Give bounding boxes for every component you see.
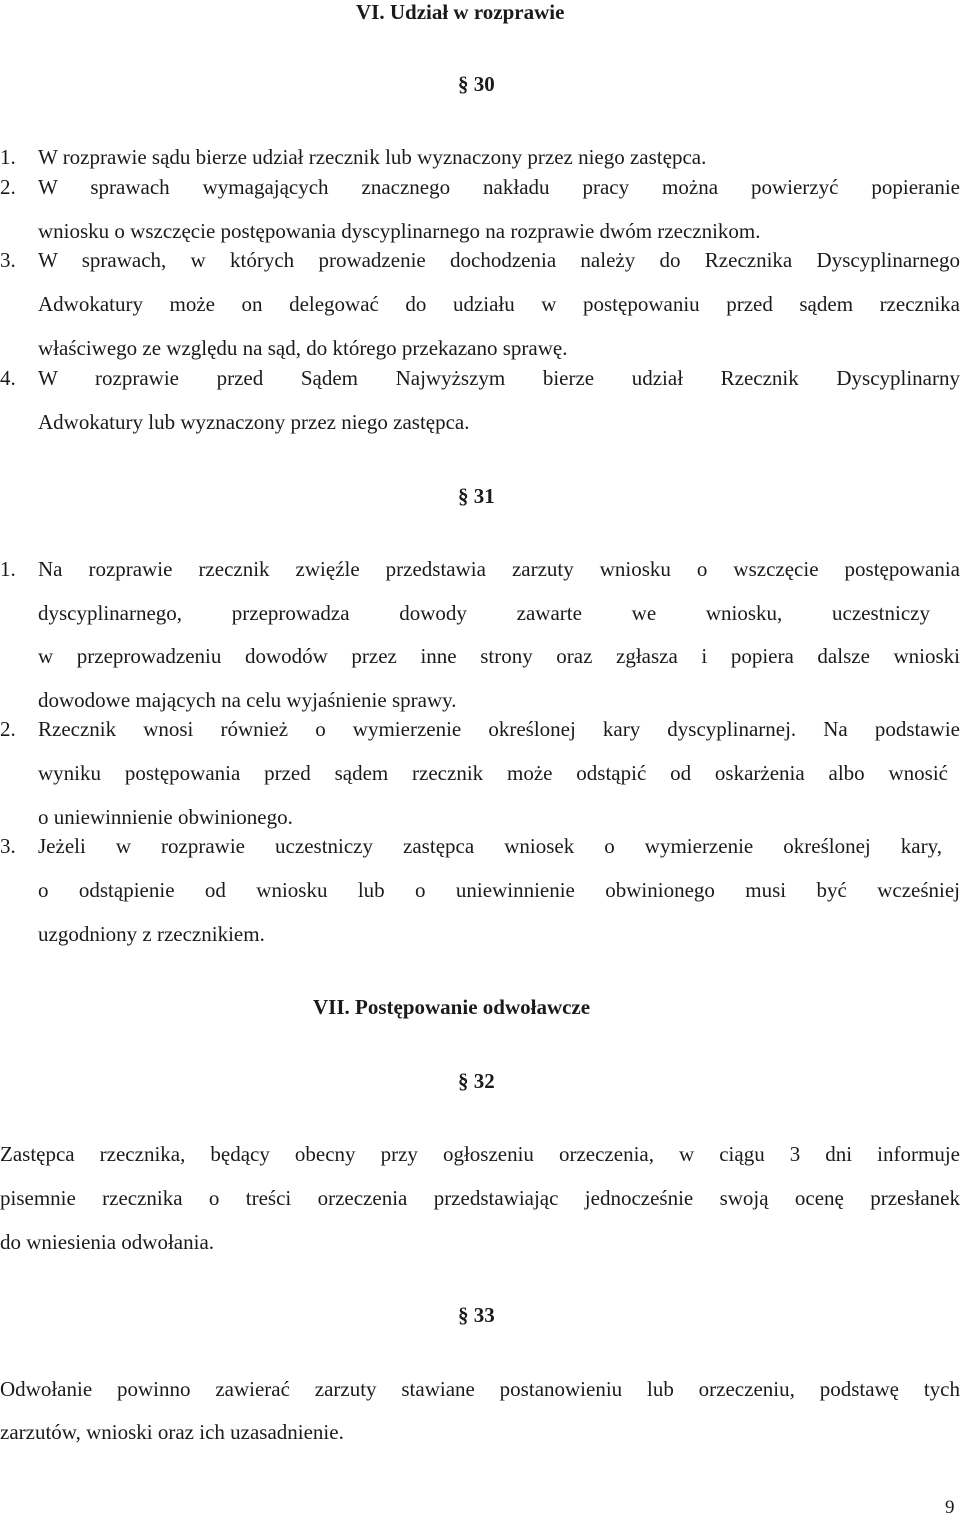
item-number: 2. xyxy=(0,717,16,741)
paragraph-number: 33 xyxy=(473,1303,495,1327)
text-line: Adwokatury może on delegować do udziału w postępowaniu przed sądem rzecznika xyxy=(38,292,960,316)
section-heading-vii xyxy=(313,995,590,1020)
item-number: 4. xyxy=(0,366,16,390)
paragraph-heading-30 xyxy=(458,72,495,97)
section-roman: VII. xyxy=(313,995,350,1019)
item-number: 2. xyxy=(0,175,16,199)
text-line: W rozprawie sądu bierze udział rzecznik lub wyznaczony przez niego zastępca. xyxy=(38,145,707,169)
text-line: W sprawach wymagających znacznego nakładu pracy można powierzyć popieranie xyxy=(38,175,960,199)
paragraph-heading-33 xyxy=(458,1303,495,1328)
text-line: W sprawach, w których prowadzenie dochodzenia należy do Rzecznika Dyscyplinarnego xyxy=(38,248,960,272)
text-line: Adwokatury lub wyznaczony przez niego zastępca. xyxy=(38,410,470,434)
text-line: Jeżeli w rozprawie uczestniczy zastępca wniosek o wymierzenie określonej kary, xyxy=(38,834,942,858)
text-line: Odwołanie powinno zawierać zarzuty stawiane postanowieniu lub orzeczeniu, podstawę tych xyxy=(0,1377,960,1401)
text-line: do wniesienia odwołania. xyxy=(0,1230,215,1254)
text-line: w przeprowadzeniu dowodów przez inne strony oraz zgłasza i popiera dalsze wnioski xyxy=(38,644,960,668)
paragraph-number: 32 xyxy=(473,1069,495,1093)
text-line: pisemnie rzecznika o treści orzeczenia przedstawiając jednocześnie swoją ocenę przesłanek xyxy=(0,1186,960,1210)
section-sign: § xyxy=(458,1069,469,1093)
section-sign: § xyxy=(458,72,469,96)
text-line: zarzutów, wnioski oraz ich uzasadnienie. xyxy=(0,1420,344,1444)
text-line: wyniku postępowania przed sądem rzecznik może odstąpić od oskarżenia albo wnosić xyxy=(38,761,948,785)
item-number: 1. xyxy=(0,557,16,581)
text-line: Zastępca rzecznika, będący obecny przy ogłoszeniu orzeczenia, w ciągu 3 dni informuje xyxy=(0,1142,960,1166)
text-line: W rozprawie przed Sądem Najwyższym bierze udział Rzecznik Dyscyplinarny xyxy=(38,366,960,390)
section-title: Udział w rozprawie xyxy=(389,0,565,24)
section-title: Postępowanie odwoławcze xyxy=(355,995,591,1019)
section-sign: § xyxy=(458,1303,469,1327)
text-line: Na rozprawie rzecznik zwięźle przedstawia zarzuty wniosku o wszczęcie postępowania xyxy=(38,557,960,581)
text-line: wniosku o wszczęcie postępowania dyscyplinarnego na rozprawie dwóm rzecznikom. xyxy=(38,219,761,243)
paragraph-number: 31 xyxy=(473,484,495,508)
section-heading-vi xyxy=(356,0,564,25)
text-line: Rzecznik wnosi również o wymierzenie określonej kary dyscyplinarnej. Na podstawie xyxy=(38,717,960,741)
text-line: dowodowe mających na celu wyjaśnienie sprawy. xyxy=(38,688,457,712)
text-line: uzgodniony z rzecznikiem. xyxy=(38,922,265,946)
item-number: 3. xyxy=(0,834,16,858)
text-line: o uniewinnienie obwinionego. xyxy=(38,805,293,829)
text-line: właściwego ze względu na sąd, do którego przekazano sprawę. xyxy=(38,336,568,360)
section-sign: § xyxy=(458,484,469,508)
text-line: o odstąpienie od wniosku lub o uniewinnienie obwinionego musi być wcześniej xyxy=(38,878,960,902)
paragraph-number: 30 xyxy=(473,72,495,96)
text-line: dyscyplinarnego, przeprowadza dowody zawarte we wniosku, uczestniczy xyxy=(38,601,930,625)
item-number: 3. xyxy=(0,248,16,272)
item-number: 1. xyxy=(0,145,16,169)
paragraph-heading-32 xyxy=(458,1069,495,1094)
page-number: 9 xyxy=(945,1497,955,1518)
section-roman: VI. xyxy=(356,0,385,24)
paragraph-heading-31 xyxy=(458,484,495,509)
